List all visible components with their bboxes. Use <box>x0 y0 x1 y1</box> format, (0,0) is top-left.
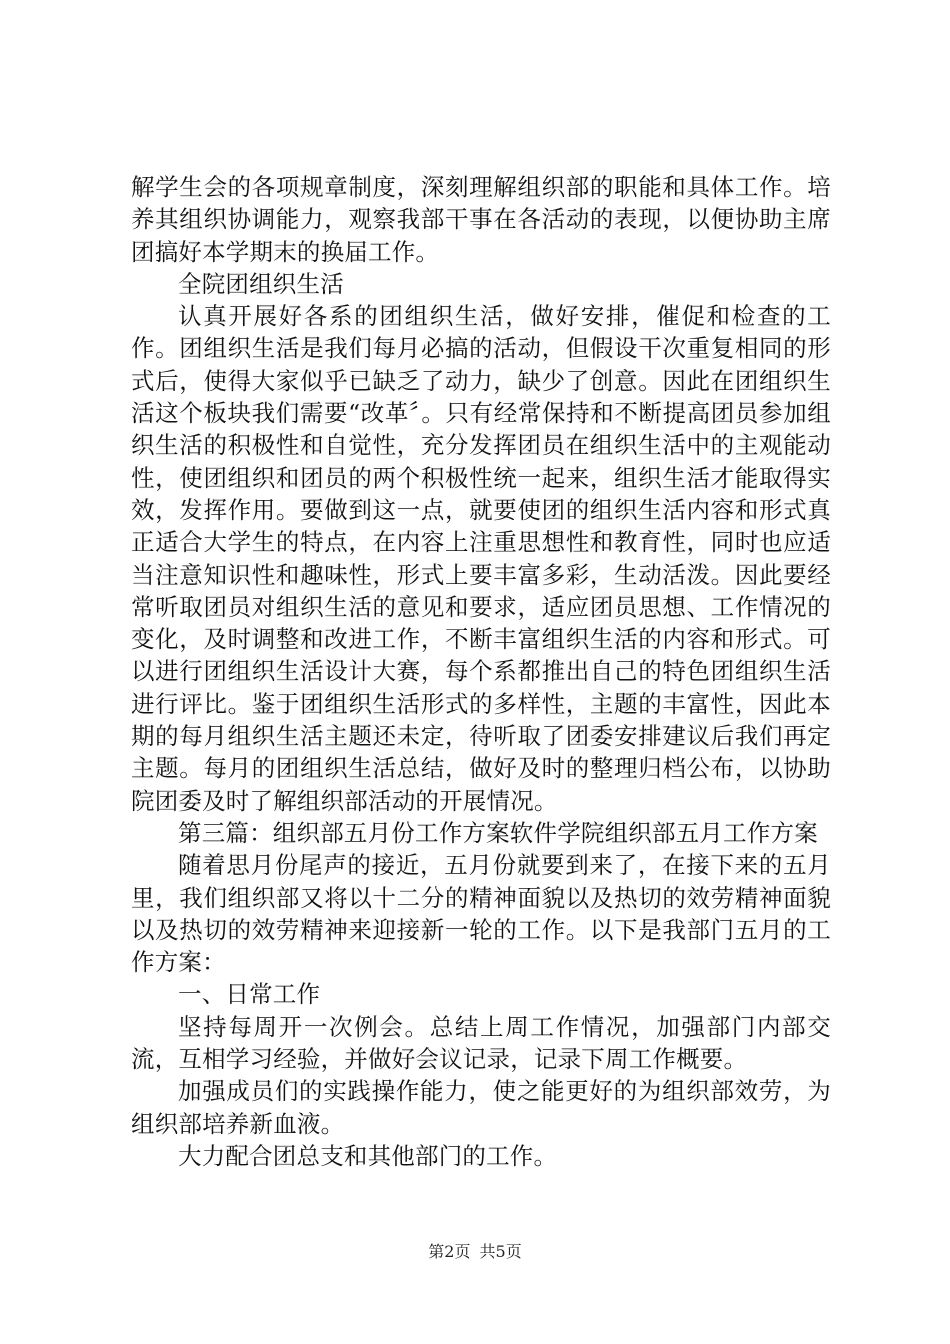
paragraph-league-life: 认真开展好各系的团组织生活，做好安排，催促和检查的工作。团组织生活是我们每月必搞的活动，但假设干次重复相同的形式后，使得大家似乎已缺乏了动力，缺少了创意。因此在团组织生活这个板块我们需要“改革〞。只有经常保持和不断提高团员参加组织生活的积极性和自觉性，充分发挥团员在组织生活中的主观能动性，使团组织和团员的两个积极性统一起来，组织生活才能取得实效，发挥作用。要做到这一点，就要使团的组织生活内容和形式真正适合大学生的特点，在内容上注重思想性和教育性，同时也应适当注意知识性和趣味性，形式上要丰富多彩，生动活泼。因此要经常听取团员对组织生活的意见和要求，适应团员思想、工作情况的变化，及时调整和改进工作，不断丰富组织生活的内容和形式。可以进行团组织生活设计大赛，每个系都推出自己的特色团组织生活进行评比。鉴于团组织生活形式的多样性，主题的丰富性，因此本期的每月组织生活主题还未定，待听取了团委安排建议后我们再定主题。每月的团组织生活总结，做好及时的整理归档公布，以协助院团委及时了解组织部活动的开展情况。 <box>131 302 831 815</box>
paragraph-practice-ability: 加强成员们的实践操作能力，使之能更好的为组织部效劳，为组织部培养新血液。 <box>131 1077 831 1138</box>
paragraph-intro-continuation: 解学生会的各项规章制度，深刻理解组织部的职能和具体工作。培养其组织协调能力，观察我部干事在各活动的表现，以便协助主席团搞好本学期末的换届工作。 <box>131 173 831 266</box>
paragraph-cooperation: 大力配合团总支和其他部门的工作。 <box>178 1141 558 1170</box>
chapter-heading-third: 第三篇：组织部五月份工作方案软件学院组织部五月工作方案 <box>178 818 818 847</box>
page-total: 共5页 <box>479 1242 522 1261</box>
page-number: 第2页 <box>428 1242 471 1261</box>
document-body <box>131 171 831 1172</box>
section-heading-daily-work: 一、日常工作 <box>178 980 321 1009</box>
paragraph-may-intro: 随着思月份尾声的接近，五月份就要到来了，在接下来的五月里，我们组织部又将以十二分的精神面貌以及热切的效劳精神面貌以及热切的效劳精神来迎接新一轮的工作。以下是我部门五月的工作方案： <box>131 851 831 977</box>
paragraph-weekly-meeting: 坚持每周开一次例会。总结上周工作情况，加强部门内部交流，互相学习经验，并做好会议记录，记录下周工作概要。 <box>131 1012 831 1074</box>
section-heading-league-life: 全院团组织生活 <box>178 269 344 298</box>
page-footer <box>0 1242 950 1262</box>
